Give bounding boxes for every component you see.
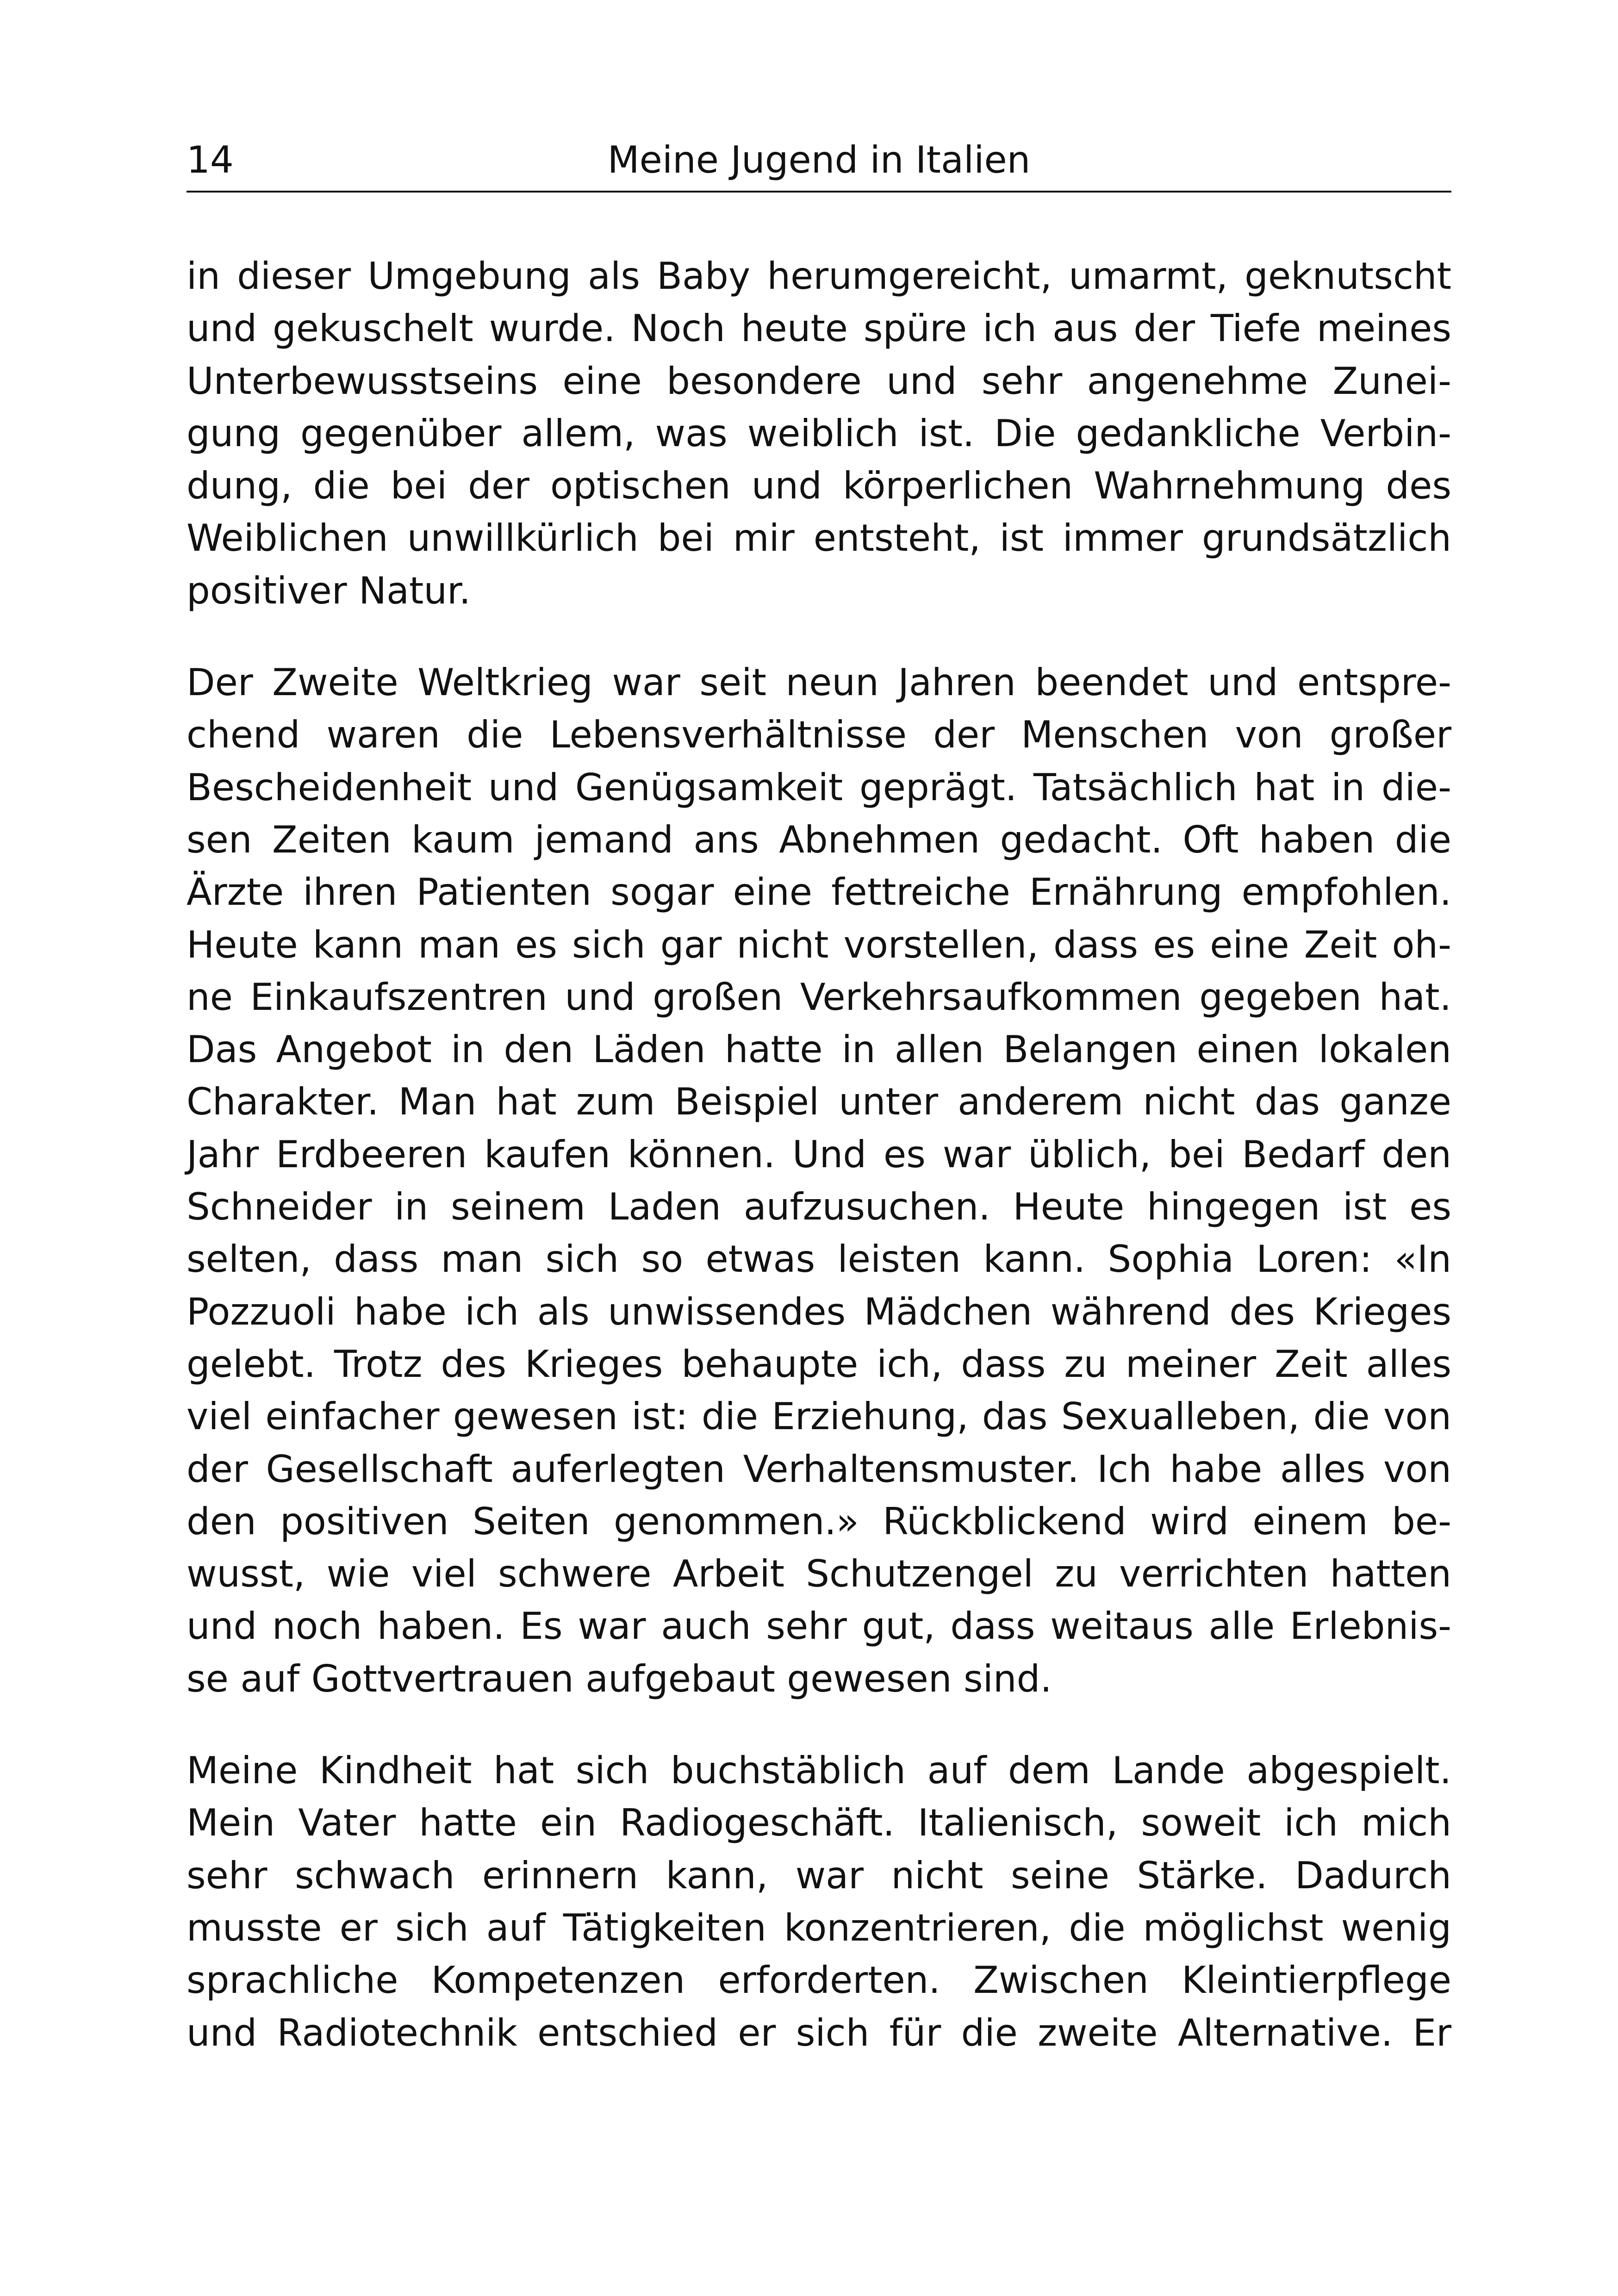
text-line: und Radiotechnik entschied er sich für die zweite Alternative. Er: [187, 2011, 1451, 2054]
text-line: chend waren die Lebensverhältnisse der Menschen von großer: [187, 713, 1451, 757]
body-text: [187, 250, 1451, 2059]
paragraph-2: [187, 656, 1451, 1705]
text-line: se auf Gottvertrauen aufgebaut gewesen sind.: [187, 1657, 1052, 1700]
page-header: [187, 132, 1451, 193]
text-line: sehr schwach erinnern kann, war nicht seine Stärke. Dadurch: [187, 1854, 1451, 1897]
text-line: viel einfacher gewesen ist: die Erziehung, das Sexualleben, die von: [187, 1395, 1451, 1438]
text-line: gung gegenüber allem, was weiblich ist. Die gedankliche Verbin-: [187, 411, 1451, 455]
paragraph-gap: [187, 617, 1451, 656]
paragraph-1: [187, 250, 1451, 617]
text-line: und gekuschelt wurde. Noch heute spüre ich aus der Tiefe meines: [187, 307, 1451, 350]
running-title: Meine Jugend in Italien: [607, 138, 1031, 181]
text-line: gelebt. Trotz des Krieges behaupte ich, dass zu meiner Zeit alles: [187, 1342, 1451, 1386]
text-line: der Gesellschaft auferlegten Verhaltensmuster. Ich habe alles von: [187, 1447, 1451, 1491]
text-line: Charakter. Man hat zum Beispiel unter anderem nicht das ganze: [187, 1080, 1451, 1124]
page-number: 14: [187, 138, 234, 181]
text-line: positiver Natur.: [187, 569, 471, 612]
text-line: Weiblichen unwillkürlich bei mir entsteht, ist immer grundsätzlich: [187, 516, 1451, 560]
text-line: ne Einkaufszentren und großen Verkehrsaufkommen gegeben hat.: [187, 975, 1451, 1019]
paragraph-gap: [187, 1705, 1451, 1744]
text-line: Bescheidenheit und Genügsamkeit geprägt. Tatsächlich hat in die-: [187, 765, 1451, 809]
text-line: Heute kann man es sich gar nicht vorstellen, dass es eine Zeit oh-: [187, 923, 1451, 966]
text-line: den positiven Seiten genommen.» Rückblickend wird einem be-: [187, 1500, 1451, 1543]
text-line: Pozzuoli habe ich als unwissendes Mädchen während des Krieges: [187, 1290, 1451, 1333]
text-line: Der Zweite Weltkrieg war seit neun Jahren beendet und entspre-: [187, 661, 1451, 704]
text-line: dung, die bei der optischen und körperlichen Wahrnehmung des: [187, 464, 1451, 508]
text-line: sprachliche Kompetenzen erforderten. Zwischen Kleintierpflege: [187, 1959, 1451, 2002]
text-line: wusst, wie viel schwere Arbeit Schutzengel zu verrichten hatten: [187, 1552, 1451, 1596]
text-line: und noch haben. Es war auch sehr gut, dass weitaus alle Erlebnis-: [187, 1605, 1451, 1648]
text-line: selten, dass man sich so etwas leisten kann. Sophia Loren: «In: [187, 1238, 1451, 1281]
text-line: Jahr Erdbeeren kaufen können. Und es war üblich, bei Bedarf den: [187, 1132, 1451, 1176]
text-line: Das Angebot in den Läden hatte in allen Belangen einen lokalen: [187, 1028, 1451, 1071]
text-line: in dieser Umgebung als Baby herumgereicht, umarmt, geknutscht: [187, 255, 1451, 298]
text-line: Mein Vater hatte ein Radiogeschäft. Italienisch, soweit ich mich: [187, 1801, 1451, 1845]
text-line: musste er sich auf Tätigkeiten konzentrieren, die möglichst wenig: [187, 1906, 1451, 1949]
text-line: Ärzte ihren Patienten sogar eine fettreiche Ernährung empfohlen.: [187, 871, 1451, 914]
text-line: Unterbewusstseins eine besondere und sehr angenehme Zunei-: [187, 359, 1451, 403]
text-line: Meine Kindheit hat sich buchstäblich auf dem Lande abgespielt.: [187, 1749, 1451, 1792]
text-line: sen Zeiten kaum jemand ans Abnehmen gedacht. Oft haben die: [187, 818, 1451, 861]
paragraph-3: [187, 1744, 1451, 2059]
text-line: Schneider in seinem Laden aufzusuchen. Heute hingegen ist es: [187, 1185, 1451, 1229]
